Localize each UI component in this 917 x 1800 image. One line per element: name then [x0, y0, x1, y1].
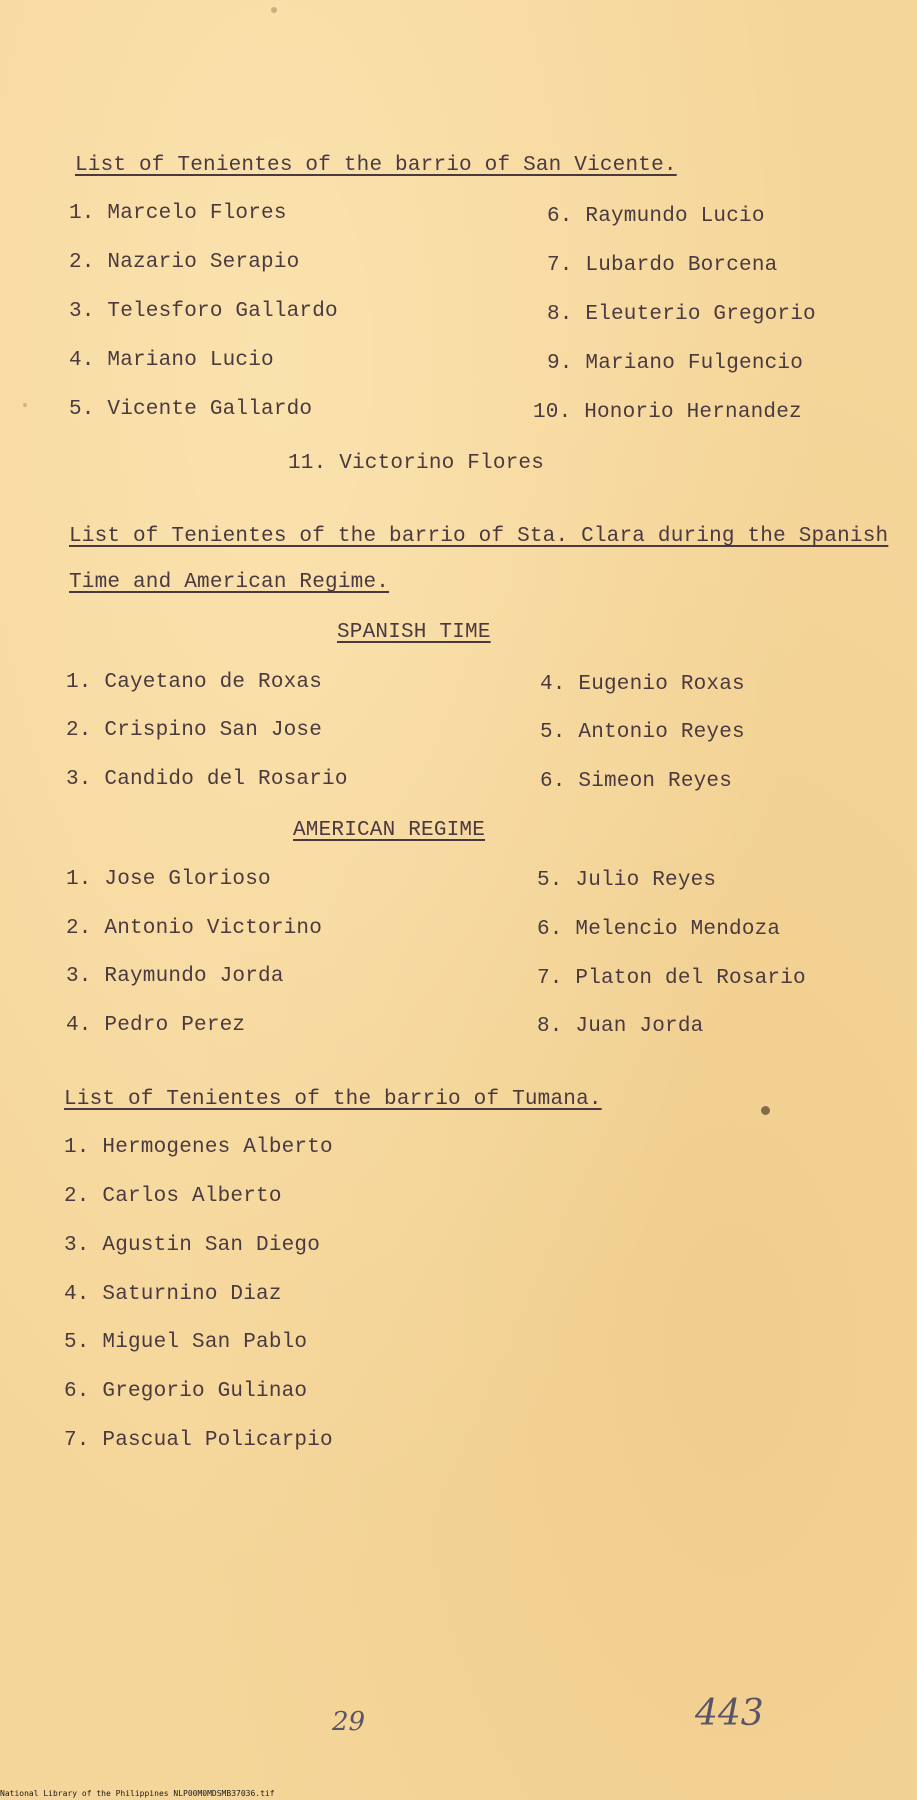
subheading-spanish-time: SPANISH TIME [337, 621, 491, 644]
list-item: 7. Pascual Policarpio [64, 1429, 333, 1452]
list-item: 6. Raymundo Lucio [547, 205, 765, 228]
list-item: 3. Candido del Rosario [66, 768, 348, 791]
section-heading-sta-clara-line1: List of Tenientes of the barrio of Sta. Clara during the Spanish [69, 525, 889, 548]
list-item: 8. Juan Jorda [537, 1015, 704, 1038]
ink-speck [761, 1106, 770, 1115]
subheading-american-regime: AMERICAN REGIME [293, 819, 486, 842]
list-item: 5. Miguel San Pablo [64, 1331, 308, 1354]
list-item: 3. Telesforo Gallardo [69, 300, 338, 323]
list-item: 9. Mariano Fulgencio [547, 352, 804, 375]
list-item: 3. Agustin San Diego [64, 1234, 321, 1257]
list-item: 5. Vicente Gallardo [69, 398, 313, 421]
paper-speck [271, 7, 277, 13]
page-number: 29 [332, 1707, 366, 1737]
list-item: 5. Julio Reyes [537, 869, 717, 892]
list-item: 6. Melencio Mendoza [537, 918, 781, 941]
list-item: 2. Crispino San Jose [66, 719, 323, 742]
list-item: 8. Eleuterio Gregorio [547, 303, 816, 326]
list-item: 6. Simeon Reyes [540, 770, 733, 793]
list-item-centered: 11. Victorino Flores [288, 452, 545, 475]
list-item: 2. Carlos Alberto [64, 1185, 282, 1208]
list-item: 5. Antonio Reyes [540, 721, 745, 744]
list-item: 1. Jose Glorioso [66, 868, 271, 891]
list-item: 1. Hermogenes Alberto [64, 1136, 333, 1159]
section-heading-san-vicente: List of Tenientes of the barrio of San Vicente. [75, 154, 677, 177]
list-item: 4. Saturnino Diaz [64, 1283, 282, 1306]
list-item: 7. Lubardo Borcena [547, 254, 778, 277]
list-item: 7. Platon del Rosario [537, 967, 806, 990]
section-heading-tumana: List of Tenientes of the barrio of Tumana. [64, 1088, 602, 1111]
scan-footer: National Library of the Philippines NLP00M0MDSMB37036.tif [0, 1789, 275, 1798]
list-item: 2. Nazario Serapio [69, 251, 300, 274]
list-item: 1. Marcelo Flores [69, 202, 287, 225]
handwritten-number: 443 [695, 1693, 764, 1734]
list-item: 4. Eugenio Roxas [540, 673, 745, 696]
list-item: 2. Antonio Victorino [66, 917, 323, 940]
list-item: 1. Cayetano de Roxas [66, 671, 323, 694]
list-item: 3. Raymundo Jorda [66, 965, 284, 988]
section-heading-sta-clara-line2: Time and American Regime. [69, 571, 390, 594]
list-item: 10. Honorio Hernandez [533, 401, 802, 424]
list-item: 4. Mariano Lucio [69, 349, 274, 372]
paper-speck [23, 403, 27, 407]
list-item: 4. Pedro Perez [66, 1014, 246, 1037]
list-item: 6. Gregorio Gulinao [64, 1380, 308, 1403]
